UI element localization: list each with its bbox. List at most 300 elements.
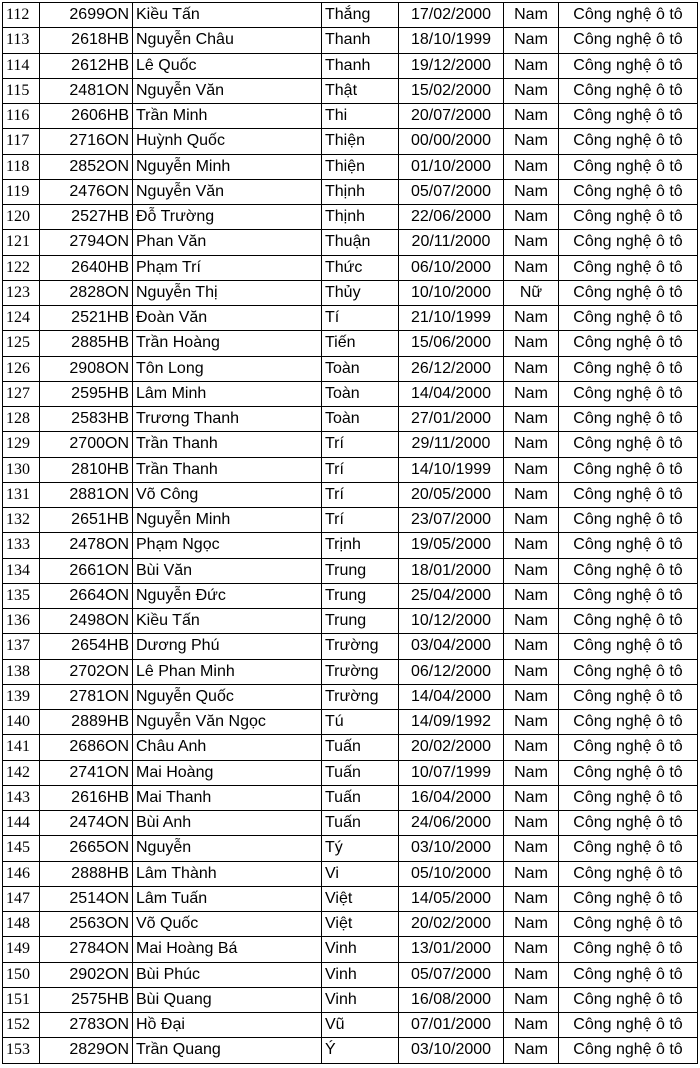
row-number-cell: 142: [3, 760, 40, 785]
surname-cell: Dương Phú: [133, 634, 322, 659]
table-row: [3, 609, 698, 634]
given-name-cell: Thủy: [322, 280, 399, 305]
gender-cell: Nam: [504, 912, 559, 937]
student-code-cell: 2481ON: [40, 78, 133, 103]
gender-cell: Nam: [504, 684, 559, 709]
table-row: [3, 785, 698, 810]
table-row: [3, 1038, 698, 1063]
row-number-cell: 136: [3, 609, 40, 634]
row-number-cell: 121: [3, 230, 40, 255]
student-code-cell: 2741ON: [40, 760, 133, 785]
table-row: [3, 28, 698, 53]
gender-cell: Nam: [504, 407, 559, 432]
birth-date-cell: 03/10/2000: [399, 1038, 504, 1063]
gender-cell: Nam: [504, 1013, 559, 1038]
table-row: [3, 735, 698, 760]
surname-cell: Nguyễn Thị: [133, 280, 322, 305]
given-name-cell: Tú: [322, 710, 399, 735]
table-row: [3, 432, 698, 457]
row-number-cell: 145: [3, 836, 40, 861]
given-name-cell: Việt: [322, 912, 399, 937]
birth-date-cell: 10/12/2000: [399, 609, 504, 634]
birth-date-cell: 14/05/2000: [399, 886, 504, 911]
given-name-cell: Thanh: [322, 28, 399, 53]
surname-cell: Võ Công: [133, 482, 322, 507]
gender-cell: Nam: [504, 3, 559, 28]
given-name-cell: Vi: [322, 861, 399, 886]
student-code-cell: 2828ON: [40, 280, 133, 305]
row-number-cell: 135: [3, 583, 40, 608]
table-row: [3, 280, 698, 305]
major-cell: Công nghệ ô tô: [559, 937, 698, 962]
birth-date-cell: 00/00/2000: [399, 129, 504, 154]
major-cell: Công nghệ ô tô: [559, 533, 698, 558]
major-cell: Công nghệ ô tô: [559, 154, 698, 179]
surname-cell: Bùi Văn: [133, 558, 322, 583]
birth-date-cell: 27/01/2000: [399, 407, 504, 432]
student-code-cell: 2781ON: [40, 684, 133, 709]
row-number-cell: 153: [3, 1038, 40, 1063]
major-cell: Công nghệ ô tô: [559, 306, 698, 331]
birth-date-cell: 14/04/2000: [399, 381, 504, 406]
surname-cell: Nguyễn Văn: [133, 78, 322, 103]
major-cell: Công nghệ ô tô: [559, 811, 698, 836]
table-row: [3, 104, 698, 129]
gender-cell: Nam: [504, 886, 559, 911]
birth-date-cell: 05/07/2000: [399, 962, 504, 987]
major-cell: Công nghệ ô tô: [559, 861, 698, 886]
row-number-cell: 130: [3, 457, 40, 482]
given-name-cell: Tiến: [322, 331, 399, 356]
surname-cell: Lâm Thành: [133, 861, 322, 886]
gender-cell: Nam: [504, 937, 559, 962]
given-name-cell: Thanh: [322, 53, 399, 78]
table-row: [3, 684, 698, 709]
student-code-cell: 2784ON: [40, 937, 133, 962]
row-number-cell: 132: [3, 508, 40, 533]
gender-cell: Nam: [504, 811, 559, 836]
given-name-cell: Tuấn: [322, 785, 399, 810]
birth-date-cell: 20/02/2000: [399, 912, 504, 937]
birth-date-cell: 14/09/1992: [399, 710, 504, 735]
birth-date-cell: 10/07/1999: [399, 760, 504, 785]
student-code-cell: 2498ON: [40, 609, 133, 634]
surname-cell: Nguyễn: [133, 836, 322, 861]
surname-cell: Trần Quang: [133, 1038, 322, 1063]
birth-date-cell: 26/12/2000: [399, 356, 504, 381]
gender-cell: Nam: [504, 306, 559, 331]
given-name-cell: Vinh: [322, 987, 399, 1012]
student-code-cell: 2888HB: [40, 861, 133, 886]
birth-date-cell: 22/06/2000: [399, 205, 504, 230]
major-cell: Công nghệ ô tô: [559, 735, 698, 760]
student-code-cell: 2616HB: [40, 785, 133, 810]
table-row: [3, 811, 698, 836]
student-code-cell: 2583HB: [40, 407, 133, 432]
major-cell: Công nghệ ô tô: [559, 659, 698, 684]
surname-cell: Nguyễn Minh: [133, 508, 322, 533]
birth-date-cell: 10/10/2000: [399, 280, 504, 305]
gender-cell: Nam: [504, 356, 559, 381]
major-cell: Công nghệ ô tô: [559, 710, 698, 735]
student-roster-table: [2, 2, 698, 1064]
row-number-cell: 139: [3, 684, 40, 709]
student-code-cell: 2902ON: [40, 962, 133, 987]
surname-cell: Tôn Long: [133, 356, 322, 381]
major-cell: Công nghệ ô tô: [559, 962, 698, 987]
gender-cell: Nam: [504, 609, 559, 634]
birth-date-cell: 03/04/2000: [399, 634, 504, 659]
birth-date-cell: 06/12/2000: [399, 659, 504, 684]
row-number-cell: 113: [3, 28, 40, 53]
student-code-cell: 2563ON: [40, 912, 133, 937]
table-row: [3, 583, 698, 608]
birth-date-cell: 17/02/2000: [399, 3, 504, 28]
given-name-cell: Thuận: [322, 230, 399, 255]
row-number-cell: 114: [3, 53, 40, 78]
gender-cell: Nam: [504, 987, 559, 1012]
major-cell: Công nghệ ô tô: [559, 609, 698, 634]
gender-cell: Nam: [504, 710, 559, 735]
student-code-cell: 2606HB: [40, 104, 133, 129]
surname-cell: Lâm Tuấn: [133, 886, 322, 911]
birth-date-cell: 20/11/2000: [399, 230, 504, 255]
surname-cell: Huỳnh Quốc: [133, 129, 322, 154]
table-row: [3, 558, 698, 583]
gender-cell: Nam: [504, 179, 559, 204]
row-number-cell: 133: [3, 533, 40, 558]
surname-cell: Phạm Trí: [133, 255, 322, 280]
row-number-cell: 144: [3, 811, 40, 836]
surname-cell: Lâm Minh: [133, 381, 322, 406]
gender-cell: Nam: [504, 230, 559, 255]
surname-cell: Bùi Quang: [133, 987, 322, 1012]
given-name-cell: Tý: [322, 836, 399, 861]
gender-cell: Nữ: [504, 280, 559, 305]
given-name-cell: Trường: [322, 684, 399, 709]
gender-cell: Nam: [504, 457, 559, 482]
given-name-cell: Vinh: [322, 962, 399, 987]
surname-cell: Trần Thanh: [133, 432, 322, 457]
student-code-cell: 2783ON: [40, 1013, 133, 1038]
student-code-cell: 2885HB: [40, 331, 133, 356]
surname-cell: Mai Hoàng: [133, 760, 322, 785]
roster-body: [3, 3, 698, 1064]
surname-cell: Lê Phan Minh: [133, 659, 322, 684]
row-number-cell: 115: [3, 78, 40, 103]
table-row: [3, 306, 698, 331]
given-name-cell: Thật: [322, 78, 399, 103]
table-row: [3, 886, 698, 911]
surname-cell: Phan Văn: [133, 230, 322, 255]
major-cell: Công nghệ ô tô: [559, 1013, 698, 1038]
birth-date-cell: 29/11/2000: [399, 432, 504, 457]
gender-cell: Nam: [504, 1038, 559, 1063]
surname-cell: Mai Thanh: [133, 785, 322, 810]
gender-cell: Nam: [504, 129, 559, 154]
table-row: [3, 381, 698, 406]
surname-cell: Phạm Ngọc: [133, 533, 322, 558]
given-name-cell: Thiện: [322, 129, 399, 154]
birth-date-cell: 01/10/2000: [399, 154, 504, 179]
table-row: [3, 407, 698, 432]
row-number-cell: 126: [3, 356, 40, 381]
major-cell: Công nghệ ô tô: [559, 457, 698, 482]
surname-cell: Đỗ Trường: [133, 205, 322, 230]
gender-cell: Nam: [504, 28, 559, 53]
table-row: [3, 53, 698, 78]
row-number-cell: 152: [3, 1013, 40, 1038]
birth-date-cell: 05/10/2000: [399, 861, 504, 886]
surname-cell: Bùi Anh: [133, 811, 322, 836]
row-number-cell: 125: [3, 331, 40, 356]
given-name-cell: Trung: [322, 583, 399, 608]
birth-date-cell: 15/06/2000: [399, 331, 504, 356]
birth-date-cell: 25/04/2000: [399, 583, 504, 608]
given-name-cell: Trường: [322, 634, 399, 659]
table-row: [3, 255, 698, 280]
surname-cell: Hồ Đại: [133, 1013, 322, 1038]
surname-cell: Nguyễn Châu: [133, 28, 322, 53]
birth-date-cell: 16/04/2000: [399, 785, 504, 810]
table-row: [3, 1013, 698, 1038]
student-code-cell: 2514ON: [40, 886, 133, 911]
gender-cell: Nam: [504, 331, 559, 356]
birth-date-cell: 03/10/2000: [399, 836, 504, 861]
student-code-cell: 2700ON: [40, 432, 133, 457]
table-row: [3, 482, 698, 507]
major-cell: Công nghệ ô tô: [559, 432, 698, 457]
major-cell: Công nghệ ô tô: [559, 280, 698, 305]
row-number-cell: 122: [3, 255, 40, 280]
major-cell: Công nghệ ô tô: [559, 987, 698, 1012]
birth-date-cell: 05/07/2000: [399, 179, 504, 204]
given-name-cell: Trí: [322, 457, 399, 482]
given-name-cell: Trí: [322, 482, 399, 507]
student-code-cell: 2716ON: [40, 129, 133, 154]
student-code-cell: 2476ON: [40, 179, 133, 204]
row-number-cell: 148: [3, 912, 40, 937]
major-cell: Công nghệ ô tô: [559, 381, 698, 406]
student-code-cell: 2881ON: [40, 482, 133, 507]
gender-cell: Nam: [504, 53, 559, 78]
surname-cell: Đoàn Văn: [133, 306, 322, 331]
table-row: [3, 356, 698, 381]
student-code-cell: 2665ON: [40, 836, 133, 861]
given-name-cell: Việt: [322, 886, 399, 911]
surname-cell: Bùi Phúc: [133, 962, 322, 987]
given-name-cell: Trung: [322, 558, 399, 583]
major-cell: Công nghệ ô tô: [559, 179, 698, 204]
major-cell: Công nghệ ô tô: [559, 230, 698, 255]
row-number-cell: 140: [3, 710, 40, 735]
gender-cell: Nam: [504, 634, 559, 659]
student-code-cell: 2699ON: [40, 3, 133, 28]
birth-date-cell: 20/02/2000: [399, 735, 504, 760]
student-code-cell: 2474ON: [40, 811, 133, 836]
surname-cell: Trương Thanh: [133, 407, 322, 432]
given-name-cell: Thịnh: [322, 179, 399, 204]
gender-cell: Nam: [504, 785, 559, 810]
row-number-cell: 150: [3, 962, 40, 987]
student-code-cell: 2575HB: [40, 987, 133, 1012]
table-row: [3, 154, 698, 179]
student-code-cell: 2527HB: [40, 205, 133, 230]
student-code-cell: 2686ON: [40, 735, 133, 760]
row-number-cell: 146: [3, 861, 40, 886]
surname-cell: Trần Minh: [133, 104, 322, 129]
row-number-cell: 116: [3, 104, 40, 129]
gender-cell: Nam: [504, 205, 559, 230]
row-number-cell: 134: [3, 558, 40, 583]
major-cell: Công nghệ ô tô: [559, 760, 698, 785]
surname-cell: Nguyễn Văn Ngọc: [133, 710, 322, 735]
gender-cell: Nam: [504, 861, 559, 886]
birth-date-cell: 20/07/2000: [399, 104, 504, 129]
table-row: [3, 533, 698, 558]
table-row: [3, 912, 698, 937]
row-number-cell: 143: [3, 785, 40, 810]
table-row: [3, 129, 698, 154]
gender-cell: Nam: [504, 482, 559, 507]
gender-cell: Nam: [504, 154, 559, 179]
major-cell: Công nghệ ô tô: [559, 634, 698, 659]
surname-cell: Kiều Tấn: [133, 3, 322, 28]
given-name-cell: Thịnh: [322, 205, 399, 230]
student-code-cell: 2661ON: [40, 558, 133, 583]
table-row: [3, 634, 698, 659]
given-name-cell: Toàn: [322, 381, 399, 406]
student-code-cell: 2612HB: [40, 53, 133, 78]
given-name-cell: Thắng: [322, 3, 399, 28]
table-row: [3, 331, 698, 356]
gender-cell: Nam: [504, 533, 559, 558]
major-cell: Công nghệ ô tô: [559, 53, 698, 78]
birth-date-cell: 24/06/2000: [399, 811, 504, 836]
table-row: [3, 205, 698, 230]
gender-cell: Nam: [504, 78, 559, 103]
given-name-cell: Trịnh: [322, 533, 399, 558]
table-row: [3, 179, 698, 204]
student-code-cell: 2651HB: [40, 508, 133, 533]
major-cell: Công nghệ ô tô: [559, 78, 698, 103]
table-row: [3, 836, 698, 861]
gender-cell: Nam: [504, 583, 559, 608]
major-cell: Công nghệ ô tô: [559, 912, 698, 937]
row-number-cell: 151: [3, 987, 40, 1012]
given-name-cell: Trí: [322, 508, 399, 533]
gender-cell: Nam: [504, 104, 559, 129]
student-code-cell: 2618HB: [40, 28, 133, 53]
given-name-cell: Ý: [322, 1038, 399, 1063]
surname-cell: Trần Thanh: [133, 457, 322, 482]
gender-cell: Nam: [504, 735, 559, 760]
given-name-cell: Thi: [322, 104, 399, 129]
row-number-cell: 120: [3, 205, 40, 230]
student-code-cell: 2889HB: [40, 710, 133, 735]
table-row: [3, 987, 698, 1012]
given-name-cell: Tuấn: [322, 735, 399, 760]
gender-cell: Nam: [504, 381, 559, 406]
gender-cell: Nam: [504, 760, 559, 785]
major-cell: Công nghệ ô tô: [559, 583, 698, 608]
gender-cell: Nam: [504, 836, 559, 861]
student-code-cell: 2664ON: [40, 583, 133, 608]
birth-date-cell: 21/10/1999: [399, 306, 504, 331]
surname-cell: Mai Hoàng Bá: [133, 937, 322, 962]
birth-date-cell: 07/01/2000: [399, 1013, 504, 1038]
surname-cell: Trần Hoàng: [133, 331, 322, 356]
given-name-cell: Toàn: [322, 356, 399, 381]
table-row: [3, 78, 698, 103]
given-name-cell: Vũ: [322, 1013, 399, 1038]
birth-date-cell: 13/01/2000: [399, 937, 504, 962]
major-cell: Công nghệ ô tô: [559, 407, 698, 432]
student-code-cell: 2829ON: [40, 1038, 133, 1063]
major-cell: Công nghệ ô tô: [559, 508, 698, 533]
row-number-cell: 119: [3, 179, 40, 204]
student-code-cell: 2702ON: [40, 659, 133, 684]
birth-date-cell: 19/05/2000: [399, 533, 504, 558]
row-number-cell: 128: [3, 407, 40, 432]
gender-cell: Nam: [504, 508, 559, 533]
student-code-cell: 2595HB: [40, 381, 133, 406]
gender-cell: Nam: [504, 659, 559, 684]
student-code-cell: 2654HB: [40, 634, 133, 659]
major-cell: Công nghệ ô tô: [559, 558, 698, 583]
major-cell: Công nghệ ô tô: [559, 129, 698, 154]
table-row: [3, 659, 698, 684]
row-number-cell: 112: [3, 3, 40, 28]
major-cell: Công nghệ ô tô: [559, 104, 698, 129]
table-row: [3, 457, 698, 482]
table-row: [3, 710, 698, 735]
student-code-cell: 2478ON: [40, 533, 133, 558]
major-cell: Công nghệ ô tô: [559, 205, 698, 230]
row-number-cell: 123: [3, 280, 40, 305]
birth-date-cell: 18/10/1999: [399, 28, 504, 53]
student-code-cell: 2640HB: [40, 255, 133, 280]
row-number-cell: 138: [3, 659, 40, 684]
surname-cell: Nguyễn Quốc: [133, 684, 322, 709]
student-code-cell: 2852ON: [40, 154, 133, 179]
surname-cell: Nguyễn Văn: [133, 179, 322, 204]
major-cell: Công nghệ ô tô: [559, 331, 698, 356]
birth-date-cell: 18/01/2000: [399, 558, 504, 583]
row-number-cell: 131: [3, 482, 40, 507]
row-number-cell: 149: [3, 937, 40, 962]
row-number-cell: 147: [3, 886, 40, 911]
row-number-cell: 137: [3, 634, 40, 659]
student-code-cell: 2794ON: [40, 230, 133, 255]
major-cell: Công nghệ ô tô: [559, 356, 698, 381]
birth-date-cell: 15/02/2000: [399, 78, 504, 103]
major-cell: Công nghệ ô tô: [559, 886, 698, 911]
table-row: [3, 937, 698, 962]
table-row: [3, 962, 698, 987]
major-cell: Công nghệ ô tô: [559, 255, 698, 280]
given-name-cell: Tí: [322, 306, 399, 331]
birth-date-cell: 19/12/2000: [399, 53, 504, 78]
given-name-cell: Thức: [322, 255, 399, 280]
given-name-cell: Thiện: [322, 154, 399, 179]
row-number-cell: 129: [3, 432, 40, 457]
major-cell: Công nghệ ô tô: [559, 3, 698, 28]
row-number-cell: 117: [3, 129, 40, 154]
student-code-cell: 2908ON: [40, 356, 133, 381]
table-row: [3, 3, 698, 28]
surname-cell: Nguyễn Minh: [133, 154, 322, 179]
